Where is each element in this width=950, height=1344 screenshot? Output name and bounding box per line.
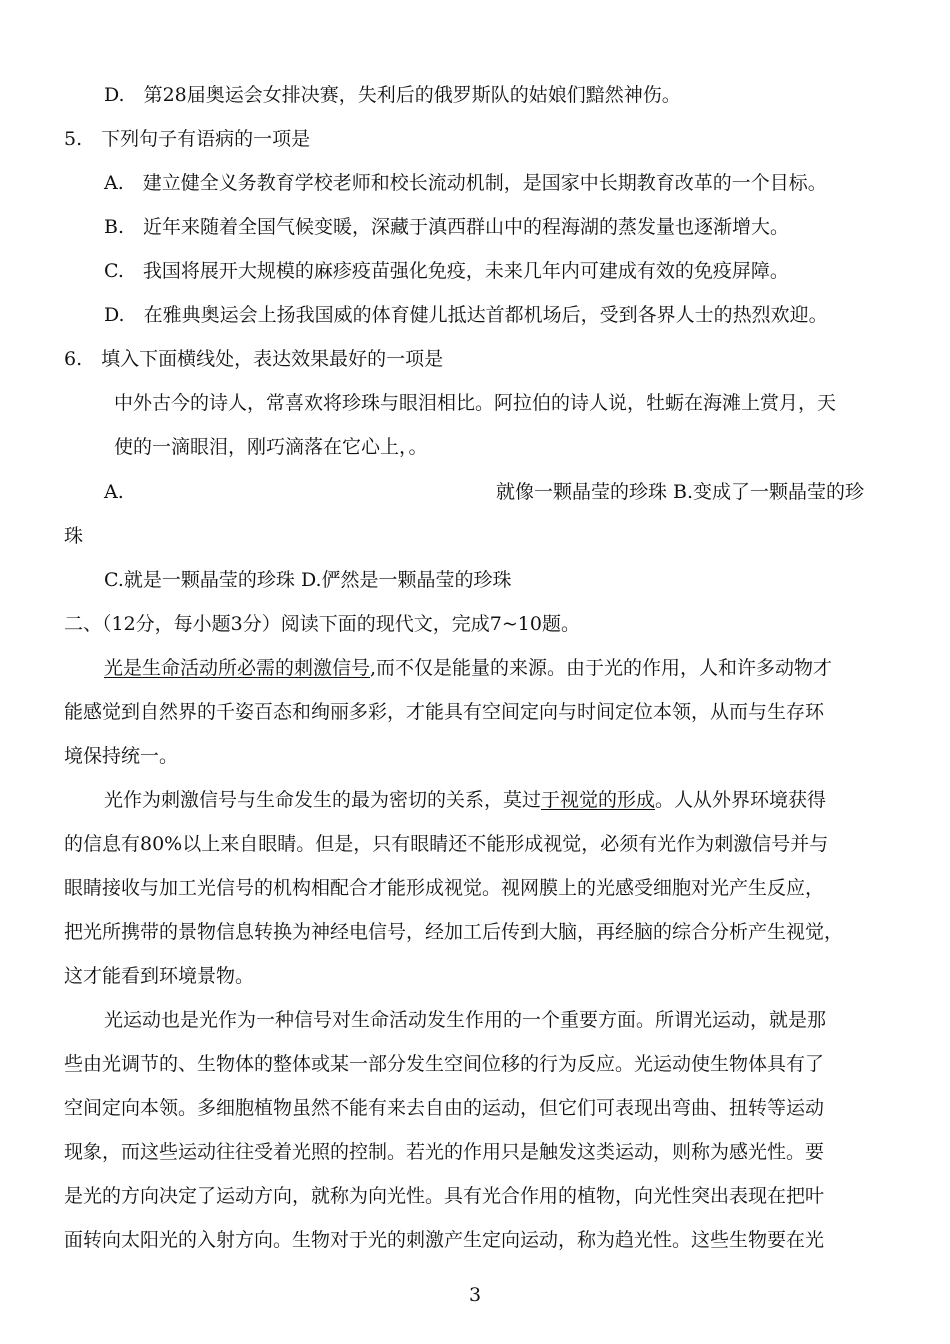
reading-paragraph-line	[104, 788, 826, 812]
q6-options-c-d: C.就是一颗晶莹的珍珠 D.俨然是一颗晶莹的珍珠	[104, 569, 512, 591]
q5-option-a: A. 建立健全义务教育学校老师和校长流动机制，是国家中长期教育改革的一个目标。	[104, 172, 827, 194]
underlined-phrase: 于视觉的形成	[541, 789, 656, 811]
reading-paragraph-line	[104, 656, 832, 680]
reading-paragraph-line: 些由光调节的、生物体的整体或某一部分发生空间位移的行为反应。光运动使生物体具有了	[64, 1053, 825, 1075]
reading-paragraph-line: 的信息有80%以上来自眼睛。但是，只有眼睛还不能形成视觉，必须有光作为刺激信号并与	[64, 833, 829, 855]
reading-paragraph-line: 眼睛接收与加工光信号的机构相配合才能形成视觉。视网膜上的光感受细胞对光产生反应，	[64, 877, 825, 899]
reading-paragraph-line: 面转向太阳光的入射方向。生物对于光的刺激产生定向运动，称为趋光性。这些生物要在光	[64, 1229, 825, 1251]
q6-option-a-label: A.	[104, 481, 124, 503]
paragraph-text: ,而不仅是能量的来源。由于光的作用，人和许多动物才	[370, 657, 833, 679]
q5-option-c: C. 我国将展开大规模的麻疹疫苗强化免疫，未来几年内可建成有效的免疫屏障。	[104, 260, 789, 282]
paragraph-text: 。人从外界环境获得	[655, 789, 827, 811]
page-number: 3	[468, 1284, 482, 1306]
underlined-phrase: 光是生命活动所必需的刺激信号	[104, 657, 371, 679]
reading-paragraph-line: 把光所携带的景物信息转换为神经电信号，经加工后传到大脑，再经脑的综合分析产生视觉，	[64, 921, 844, 943]
reading-paragraph-line: 能感觉到自然界的千姿百态和绚丽多彩，才能具有空间定向与时间定位本领，从而与生存环	[64, 701, 825, 723]
q6-passage-line: 使的一滴眼泪，刚巧滴落在它心上，。	[114, 436, 428, 458]
q6-stem: 6. 填入下面横线处，表达效果最好的一项是	[64, 348, 444, 370]
reading-paragraph-line: 是光的方向决定了运动方向，就称为向光性。具有光合作用的植物，向光性突出表现在把叶	[64, 1185, 825, 1207]
q6-option-a-b-text: 就像一颗晶莹的珍珠 B.变成了一颗晶莹的珍	[496, 481, 865, 503]
reading-paragraph-line: 现象，而这些运动往往受着光照的控制。若光的作用只是触发这类运动，则称为感光性。要	[64, 1141, 825, 1163]
section-2-heading: 二、（12分，每小题3分）阅读下面的现代文，完成7~10题。	[64, 613, 580, 635]
q5-option-b: B. 近年来随着全国气候变暖，深藏于滇西群山中的程海湖的蒸发量也逐渐增大。	[104, 216, 790, 238]
paragraph-text: 光作为刺激信号与生命发生的最为密切的关系，莫过	[104, 789, 542, 811]
reading-paragraph-line: 这才能看到环境景物。	[64, 965, 255, 987]
q6-option-b-wrap: 珠	[64, 525, 84, 547]
reading-paragraph-line: 境保持统一。	[64, 745, 179, 767]
q5-option-d: D. 在雅典奥运会上扬我国威的体育健儿抵达首都机场后，受到各界人士的热烈欢迎。	[104, 304, 828, 326]
q5-stem: 5. 下列句子有语病的一项是	[64, 128, 311, 150]
reading-paragraph-line: 光运动也是光作为一种信号对生命活动发生作用的一个重要方面。所谓光运动，就是那	[104, 1009, 827, 1031]
q4-option-d: D. 第28届奥运会女排决赛，失利后的俄罗斯队的姑娘们黯然神伤。	[104, 84, 681, 106]
q6-passage-line: 中外古今的诗人，常喜欢将珍珠与眼泪相比。阿拉伯的诗人说，牡蛎在海滩上赏月，天	[114, 392, 837, 414]
reading-paragraph-line: 空间定向本领。多细胞植物虽然不能有来去自由的运动，但它们可表现出弯曲、扭转等运动	[64, 1097, 825, 1119]
